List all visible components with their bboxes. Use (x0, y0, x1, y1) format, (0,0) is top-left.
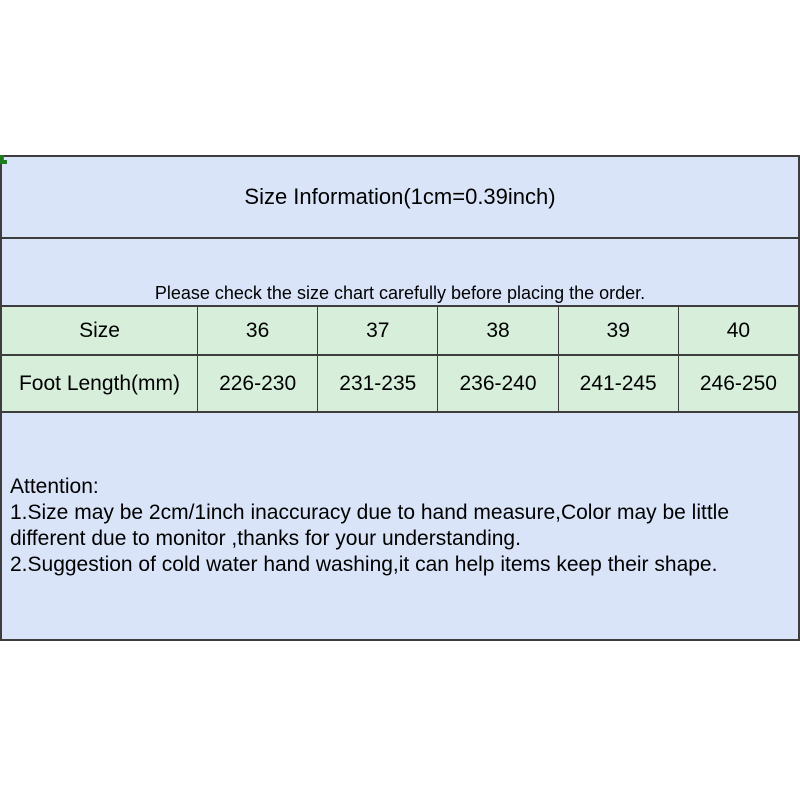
table-title-row (2, 157, 798, 239)
foot-length-row (2, 356, 798, 413)
size-value-36: 36 (197, 307, 317, 354)
size-value-40: 40 (678, 307, 798, 354)
notice-text: Please check the size chart carefully before placing the order. (154, 283, 646, 303)
size-information-table (0, 155, 800, 641)
notice-row (2, 239, 798, 307)
size-value-39: 39 (558, 307, 678, 354)
size-row-header: Size (79, 318, 120, 342)
attention-line-1: 1.Size may be 2cm/1inch inaccuracy due to hand measure,Color may be little (10, 501, 730, 524)
foot-length-40: 246-250 (678, 356, 798, 411)
attention-section (2, 413, 798, 639)
size-value-38: 38 (437, 307, 557, 354)
foot-length-38: 236-240 (437, 356, 557, 411)
attention-line-2: different due to monitor ,thanks for your understanding. (10, 527, 521, 550)
attention-heading: Attention: (10, 475, 99, 498)
table-title: Size Information(1cm=0.39inch) (244, 184, 556, 209)
foot-length-36: 226-230 (197, 356, 317, 411)
attention-line-3: 2.Suggestion of cold water hand washing,it can help items keep their shape. (10, 553, 718, 576)
foot-length-39: 241-245 (558, 356, 678, 411)
size-row (2, 307, 798, 356)
foot-length-37: 231-235 (317, 356, 437, 411)
foot-row-header: Foot Length(mm) (18, 371, 181, 395)
size-value-37: 37 (317, 307, 437, 354)
